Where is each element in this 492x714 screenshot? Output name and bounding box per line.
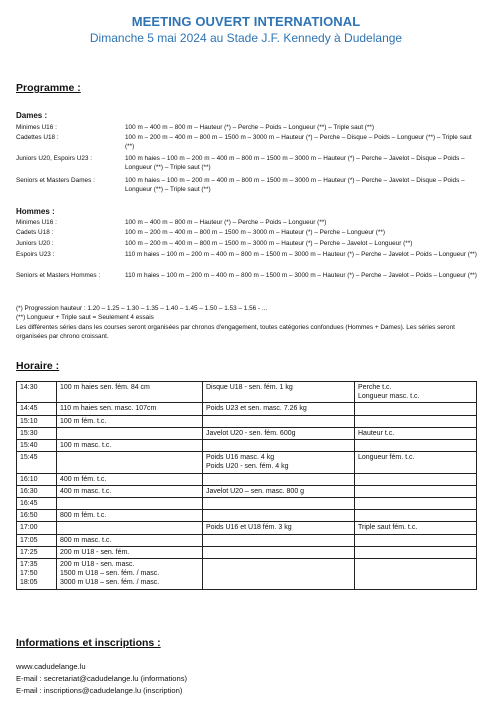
category-label: Seniors et Masters Hommes : (16, 272, 101, 279)
schedule-event (355, 440, 477, 452)
events-list: 100 m – 200 m – 400 m – 800 m – 1500 m – 3000 m – Hauteur (*) – Perche – Disque – Poids – Longueur (**) – Triple saut (**) (125, 134, 472, 151)
schedule-event: 110 m haies sen. masc. 107cm (57, 403, 203, 415)
info-lines (16, 661, 187, 697)
schedule-time: 15:30 (17, 427, 57, 439)
schedule-time: 16:30 (17, 485, 57, 497)
schedule-row (17, 382, 477, 403)
document-subtitle: Dimanche 5 mai 2024 au Stade J.F. Kennedy à Dudelange (89, 31, 403, 45)
category-label: Minimes U16 : (16, 219, 57, 226)
horaire-heading: Horaire : (16, 360, 60, 372)
schedule-time: 14:45 (17, 403, 57, 415)
schedule-event (203, 534, 355, 546)
schedule-event: 400 m fém. t.c. (57, 473, 203, 485)
schedule-time: 14:30 (17, 382, 57, 403)
category-label: Espoirs U23 : (16, 251, 55, 258)
programme-row (16, 271, 482, 280)
schedule-event (203, 440, 355, 452)
schedule-time: 17:00 (17, 522, 57, 534)
schedule-row (17, 452, 477, 473)
website-link[interactable]: www.cadudelange.lu (16, 662, 86, 671)
schedule-event (355, 473, 477, 485)
schedule-event (355, 403, 477, 415)
programme-notes (16, 304, 478, 342)
schedule-time: 15:45 (17, 452, 57, 473)
schedule-time: 17:05 (17, 534, 57, 546)
schedule-event (355, 534, 477, 546)
schedule-event (203, 415, 355, 427)
dames-heading: Dames : (16, 111, 48, 120)
schedule-event (57, 427, 203, 439)
schedule-event (203, 498, 355, 510)
schedule-time: 17:25 (17, 546, 57, 558)
schedule-event: Perche t.c. Longueur masc. t.c. (355, 382, 477, 403)
schedule-time: 16:45 (17, 498, 57, 510)
schedule-event: 800 m fém. t.c. (57, 510, 203, 522)
category-label: Cadets U18 : (16, 229, 54, 236)
schedule-time: 15:40 (17, 440, 57, 452)
schedule-event (203, 473, 355, 485)
programme-row (16, 239, 482, 248)
programme-row (16, 228, 482, 237)
schedule-row (17, 403, 477, 415)
programme-row (16, 133, 482, 152)
events-list: 110 m haies – 100 m – 200 m – 400 m – 800 m – 1500 m – 3000 m – Hauteur (*) – Perche – Javelot – Poids – Longueur (**) (125, 272, 477, 279)
schedule-event: Poids U16 et U18 fém. 3 kg (203, 522, 355, 534)
events-list: 100 m haies – 100 m – 200 m – 400 m – 800 m – 1500 m – 3000 m – Hauteur (*) – Perche – Javelot – Disque – Poids – Longueur (**) – Triple saut (**) (125, 155, 465, 172)
schedule-table (16, 381, 477, 590)
schedule-event (355, 485, 477, 497)
schedule-event: Triple saut fém. t.c. (355, 522, 477, 534)
schedule-row (17, 427, 477, 439)
schedule-event: 800 m masc. t.c. (57, 534, 203, 546)
schedule-time: 16:10 (17, 473, 57, 485)
category-label: Juniors U20 : (16, 240, 54, 247)
schedule-row (17, 534, 477, 546)
schedule-event: Hauteur t.c. (355, 427, 477, 439)
category-label: Juniors U20, Espoirs U23 : (16, 155, 93, 162)
info-heading: Informations et inscriptions : (16, 637, 161, 649)
schedule-row (17, 415, 477, 427)
schedule-event (355, 559, 477, 590)
email-secretariat[interactable]: E-mail : secretariat@cadudelange.lu (informations) (16, 674, 188, 683)
schedule-event: 400 m masc. t.c. (57, 485, 203, 497)
schedule-row (17, 473, 477, 485)
schedule-event: 200 m U18 - sen. masc. 1500 m U18 – sen. fém. / masc. 3000 m U18 – sen. fém. / masc. (57, 559, 203, 590)
programme-row (16, 176, 482, 195)
category-label: Cadettes U18 : (16, 134, 59, 141)
schedule-event: Longueur fém. t.c. (355, 452, 477, 473)
schedule-event: 100 m haies sen. fém. 84 cm (57, 382, 203, 403)
events-list: 100 m – 200 m – 400 m – 800 m – 1500 m – 3000 m – Hauteur (*) – Perche – Javelot – Longueur (**) (125, 240, 413, 247)
document-title: MEETING OUVERT INTERNATIONAL (131, 14, 361, 29)
schedule-event: 200 m U18 - sen. fém. (57, 546, 203, 558)
schedule-event (203, 559, 355, 590)
schedule-event: 100 m fém. t.c. (57, 415, 203, 427)
events-list: 100 m haies – 100 m – 200 m – 400 m – 800 m – 1500 m – 3000 m – Hauteur (*) – Perche – Javelot – Disque – Poids – Longueur (**) – Triple saut (**) (125, 177, 465, 194)
schedule-event: Javelot U20 – sen. masc. 800 g (203, 485, 355, 497)
schedule-row (17, 498, 477, 510)
schedule-event: Javelot U20 - sen. fém. 600g (203, 427, 355, 439)
schedule-event (203, 546, 355, 558)
schedule-row (17, 510, 477, 522)
schedule-row (17, 485, 477, 497)
schedule-event (355, 498, 477, 510)
email-inscriptions[interactable]: E-mail : inscriptions@cadudelange.lu (inscription) (16, 686, 183, 695)
programme-row (16, 123, 482, 132)
events-list: 110 m haies – 100 m – 200 m – 400 m – 800 m – 1500 m – 3000 m – Hauteur (*) – Perche – Javelot – Poids – Longueur (**) (125, 251, 477, 258)
note-longueur: (**) Longueur + Triple saut = Seulement 4 essais (16, 314, 154, 322)
schedule-time: 15:10 (17, 415, 57, 427)
schedule-row (17, 546, 477, 558)
events-list: 100 m – 200 m – 400 m – 800 m – 1500 m – 3000 m – Hauteur (*) – Perche – Longueur (**) (125, 229, 386, 236)
programme-row (16, 154, 482, 173)
note-hauteur: (*) Progression hauteur : 1.20 – 1.25 – 1.30 – 1.35 – 1.40 – 1.45 – 1.50 – 1.53 – 1.56 - ... (16, 305, 268, 312)
programme-row (16, 218, 482, 227)
events-list: 100 m – 400 m – 800 m – Hauteur (*) – Perche – Poids – Longueur (**) – Triple saut (**) (125, 124, 375, 131)
schedule-time: 17:35 17:50 18:05 (17, 559, 57, 590)
schedule-event (355, 546, 477, 558)
schedule-event: Poids U16 masc. 4 kg Poids U20 - sen. fém. 4 kg (203, 452, 355, 473)
programme-heading: Programme : (16, 82, 81, 94)
schedule-event (57, 498, 203, 510)
header (0, 14, 492, 45)
schedule-row (17, 522, 477, 534)
hommes-heading: Hommes : (16, 207, 55, 216)
note-series: Les différentes séries dans les courses seront organisées par chronos d'engagement, toutes catégories confondues (Hommes + Dames). Les séries seront organisées par chrono croissant. (16, 323, 455, 341)
schedule-time: 16:50 (17, 510, 57, 522)
events-list: 100 m – 400 m – 800 m – Hauteur (*) – Perche – Poids – Longueur (**) (125, 219, 327, 226)
schedule-event (57, 452, 203, 473)
schedule-event (355, 510, 477, 522)
schedule-event: Poids U23 et sen. masc. 7.26 kg (203, 403, 355, 415)
schedule-event: 100 m masc. t.c. (57, 440, 203, 452)
schedule-row (17, 559, 477, 590)
schedule-event (57, 522, 203, 534)
category-label: Minimes U16 : (16, 124, 57, 131)
schedule-event (203, 510, 355, 522)
schedule-event: Disque U18 - sen. fém. 1 kg (203, 382, 355, 403)
programme-row (16, 250, 482, 259)
schedule-row (17, 440, 477, 452)
category-label: Seniors et Masters Dames : (16, 177, 95, 184)
schedule-event (355, 415, 477, 427)
